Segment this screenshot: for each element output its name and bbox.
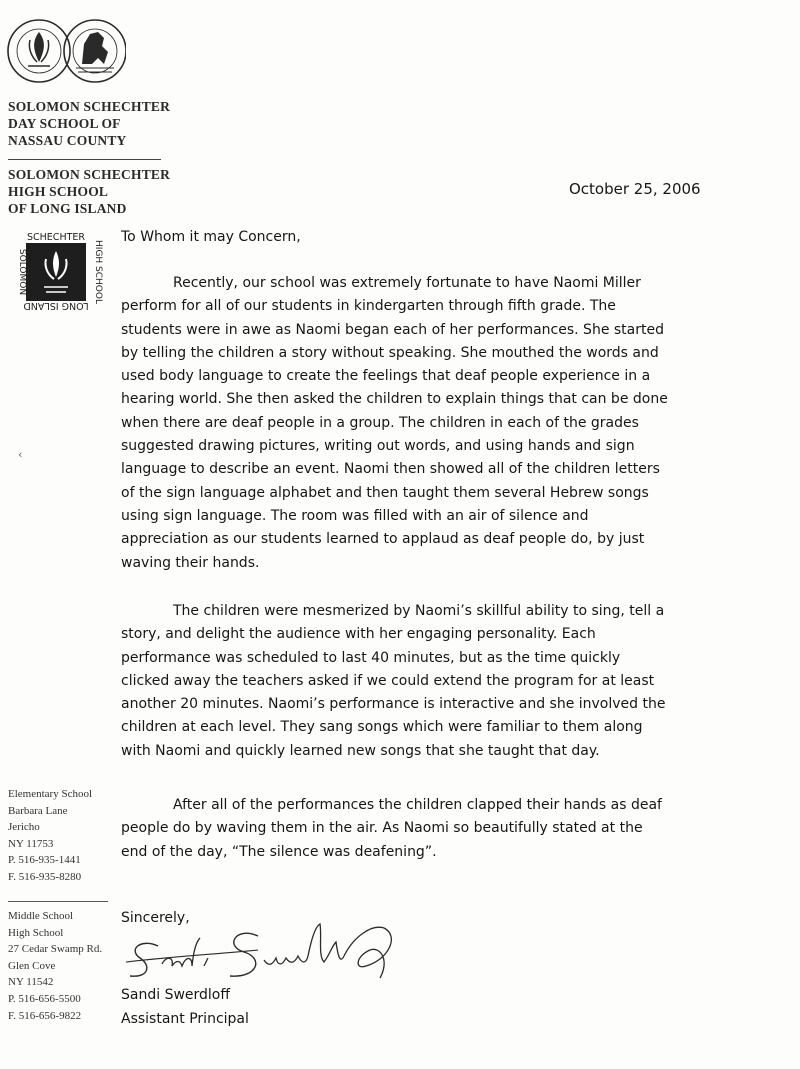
address-line: Middle School <box>8 910 74 922</box>
school2-line: OF LONG ISLAND <box>8 201 127 216</box>
paragraph-line: The children were mesmerized by Naomi’s skillful ability to sing, tell a <box>173 603 665 619</box>
paragraph-line: waving their hands. <box>121 554 260 571</box>
signer-title: Assistant Principal <box>121 1011 249 1027</box>
address-line: Glen Cove <box>8 959 56 972</box>
letterhead-divider <box>8 159 161 160</box>
school1-line: SOLOMON SCHECHTER <box>8 99 171 114</box>
paragraph-line: language to describe an event. Naomi then showed all of the children letters <box>121 461 660 478</box>
paragraph-line: by telling the children a story without speaking. She mouthed the words and <box>121 344 659 361</box>
paragraph-line: Recently, our school was extremely fortunate to have Naomi Miller <box>173 275 641 291</box>
address-line: Elementary School <box>8 788 93 800</box>
paragraph-line: of the sign language alphabet and then taught them several Hebrew songs <box>121 484 649 501</box>
address-line: P. 516-656-5500 <box>8 992 81 1005</box>
paragraph-3 <box>121 794 731 864</box>
paragraph-line: performance was scheduled to last 40 minutes, but as the time quickly <box>121 649 621 666</box>
letter-date: October 25, 2006 <box>569 180 701 198</box>
paragraph-line: clicked away the teachers asked if we could extend the program for at least <box>121 672 655 689</box>
paragraph-line: perform for all of our students in kindergarten through fifth grade. The <box>121 298 616 315</box>
high-school-logo <box>8 231 108 313</box>
paragraph-line: end of the day, “The silence was deafening”. <box>121 843 437 860</box>
school2-name <box>8 166 170 217</box>
logo-left-text: SOLOMON <box>17 248 27 296</box>
address-line: P. 516-935-1441 <box>8 854 81 867</box>
address-line: F. 516-935-8280 <box>8 870 82 883</box>
address-line: 27 Cedar Swamp Rd. <box>8 943 103 956</box>
paragraph-line: appreciation as our students learned to applaud as deaf people do, by just <box>121 531 645 548</box>
school2-line: HIGH SCHOOL <box>8 184 109 199</box>
paragraph-1 <box>121 272 731 575</box>
paragraph-line: using sign language. The room was filled with an air of silence and <box>121 507 589 524</box>
paragraph-line: children at each level. They sang songs which were familiar to them along <box>121 719 643 736</box>
address-divider <box>8 901 108 902</box>
school1-name <box>8 98 170 149</box>
address-line: NY 11753 <box>8 837 54 850</box>
paragraph-line: hearing world. She then asked the children to explain things that can be done <box>121 391 668 408</box>
school1-line: NASSAU COUNTY <box>8 133 127 148</box>
address-line: F. 516-656-9822 <box>8 1009 82 1022</box>
school1-line: DAY SCHOOL OF <box>8 116 121 131</box>
logo-right-text: HIGH SCHOOL <box>93 240 103 304</box>
logo-top-text: SCHECHTER <box>27 232 85 243</box>
paragraph-line: suggested drawing pictures, writing out words, and using hands and sign <box>121 438 635 455</box>
margin-mark: ‹ <box>18 448 23 461</box>
address-line: Jericho <box>8 821 40 834</box>
paragraph-2 <box>121 600 731 763</box>
school-seals-logo <box>6 18 126 84</box>
signer-name: Sandi Swerdloff <box>121 987 231 1003</box>
paragraph-line: people do by waving them in the air. As Naomi so beautifully stated at the <box>121 820 643 837</box>
paragraph-line: story, and delight the audience with her engaging personality. Each <box>121 626 596 643</box>
paragraph-line: when there are deaf people in a group. The children in each of the grades <box>121 414 639 431</box>
address-line: Barbara Lane <box>8 804 68 817</box>
address-line: High School <box>8 926 64 939</box>
middle-high-address <box>8 908 102 1024</box>
salutation: To Whom it may Concern, <box>121 229 301 245</box>
school2-line: SOLOMON SCHECHTER <box>8 167 171 182</box>
signer-block <box>121 983 249 1031</box>
elementary-address <box>8 786 92 886</box>
closing: Sincerely, <box>121 910 190 926</box>
paragraph-line: After all of the performances the children clapped their hands as deaf <box>173 797 662 813</box>
logo-bottom-text: LONG ISLAND <box>23 300 89 311</box>
paragraph-line: another 20 minutes. Naomi’s performance is interactive and she involved the <box>121 696 666 713</box>
paragraph-line: used body language to create the feelings that deaf people experience in a <box>121 368 651 385</box>
address-line: NY 11542 <box>8 976 54 989</box>
paragraph-line: with Naomi and quickly learned new songs that she taught that day. <box>121 742 600 759</box>
paragraph-line: students were in awe as Naomi began each of her performances. She started <box>121 321 664 338</box>
handwritten-signature <box>118 916 408 988</box>
